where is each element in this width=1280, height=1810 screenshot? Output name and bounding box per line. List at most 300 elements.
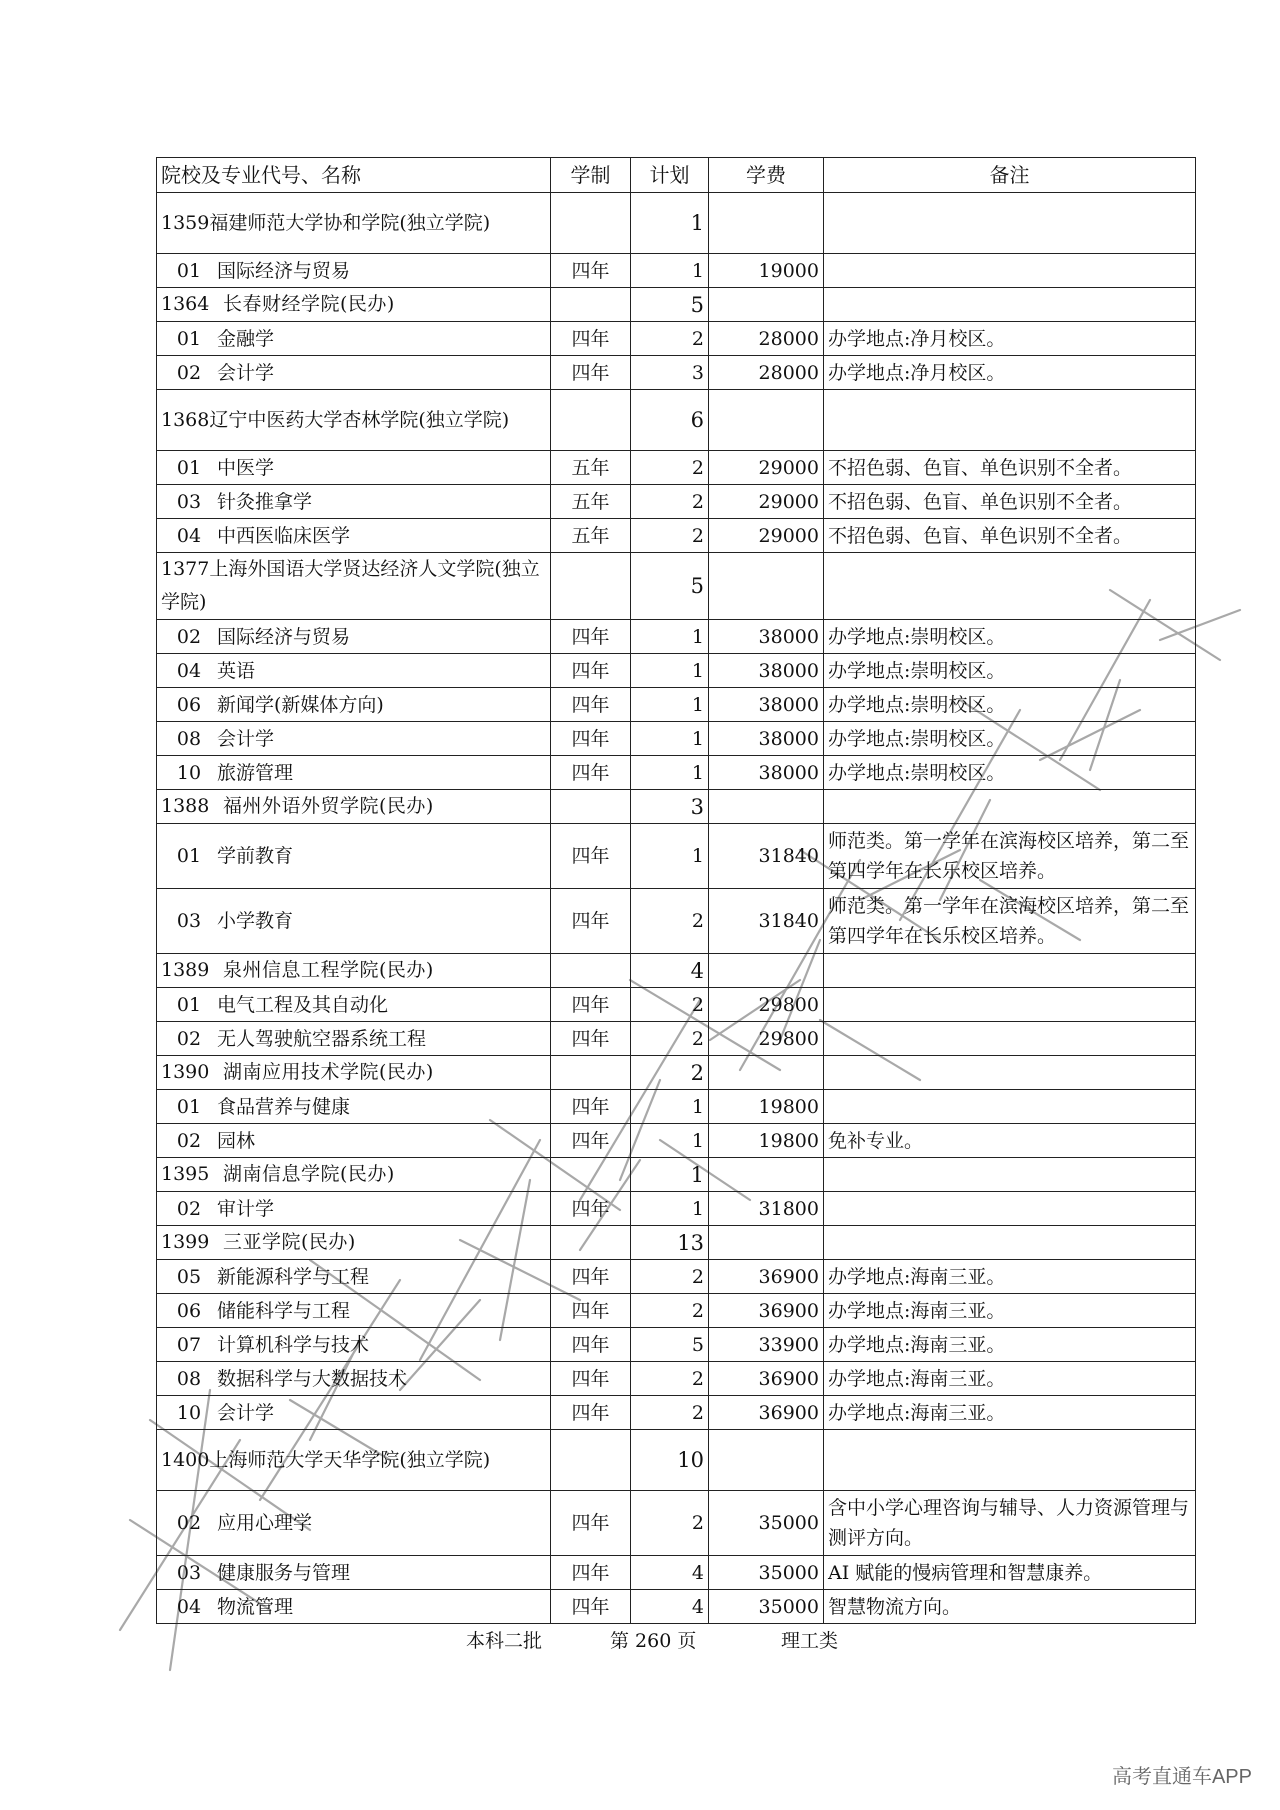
major-name: 计算机科学与技术	[217, 1333, 370, 1356]
major-plan: 3	[631, 356, 709, 390]
major-note	[824, 988, 1196, 1022]
major-code: 01	[176, 1095, 202, 1118]
major-fee: 33900	[709, 1328, 824, 1362]
university-fee	[709, 193, 824, 254]
major-plan: 1	[631, 722, 709, 756]
major-fee: 36900	[709, 1294, 824, 1328]
university-plan: 5	[631, 288, 709, 322]
major-note	[824, 254, 1196, 288]
page-footer	[0, 1626, 1280, 1656]
major-cell	[157, 620, 551, 654]
university-fee	[709, 1056, 824, 1090]
university-plan: 5	[631, 553, 709, 620]
major-code: 06	[176, 1299, 202, 1322]
university-plan: 1	[631, 1158, 709, 1192]
major-name: 小学教育	[217, 910, 294, 932]
major-years: 四年	[551, 824, 631, 889]
major-fee: 38000	[709, 722, 824, 756]
university-plan: 4	[631, 954, 709, 988]
major-code: 03	[176, 910, 202, 932]
university-code: 1364	[161, 293, 210, 315]
major-note: 办学地点:海南三亚。	[824, 1294, 1196, 1328]
major-cell	[157, 254, 551, 288]
header-plan: 计划	[631, 158, 709, 193]
major-note: AI 赋能的慢病管理和智慧康养。	[824, 1556, 1196, 1590]
university-fee	[709, 1226, 824, 1260]
university-code: 1377	[161, 558, 210, 580]
major-code: 05	[176, 1265, 202, 1288]
major-fee: 29800	[709, 988, 824, 1022]
major-fee: 31840	[709, 824, 824, 889]
major-years: 四年	[551, 654, 631, 688]
university-row	[157, 1158, 1196, 1192]
major-name: 学前教育	[217, 845, 294, 867]
university-cell	[157, 790, 551, 824]
header-fee: 学费	[709, 158, 824, 193]
university-years	[551, 1056, 631, 1090]
major-cell	[157, 485, 551, 519]
major-plan: 1	[631, 756, 709, 790]
major-note	[824, 1022, 1196, 1056]
major-code: 03	[176, 1561, 202, 1584]
brand-watermark: 高考直通车APP	[1111, 1766, 1252, 1788]
major-plan: 1	[631, 1124, 709, 1158]
major-years: 四年	[551, 1556, 631, 1590]
university-name: 上海外国语大学贤达经济人文学院(独立学院)	[161, 558, 540, 613]
major-code: 01	[176, 259, 202, 282]
major-cell	[157, 451, 551, 485]
major-years: 四年	[551, 356, 631, 390]
university-cell	[157, 193, 551, 254]
major-years: 四年	[551, 1192, 631, 1226]
major-cell	[157, 1192, 551, 1226]
major-cell	[157, 688, 551, 722]
major-years: 五年	[551, 485, 631, 519]
major-years: 四年	[551, 322, 631, 356]
major-row	[157, 322, 1196, 356]
university-note	[824, 390, 1196, 451]
university-row	[157, 288, 1196, 322]
header-years: 学制	[551, 158, 631, 193]
major-row	[157, 1260, 1196, 1294]
major-years: 四年	[551, 1294, 631, 1328]
major-fee: 29800	[709, 1022, 824, 1056]
major-cell	[157, 889, 551, 954]
major-row	[157, 254, 1196, 288]
major-row	[157, 824, 1196, 889]
major-plan: 2	[631, 1396, 709, 1430]
university-plan: 2	[631, 1056, 709, 1090]
major-code: 02	[176, 361, 202, 384]
major-row	[157, 988, 1196, 1022]
major-row	[157, 722, 1196, 756]
major-years: 四年	[551, 1124, 631, 1158]
major-fee: 35000	[709, 1491, 824, 1556]
major-row	[157, 1491, 1196, 1556]
major-name: 会计学	[217, 361, 275, 384]
major-cell	[157, 756, 551, 790]
major-name: 国际经济与贸易	[217, 259, 351, 282]
major-fee: 36900	[709, 1396, 824, 1430]
major-note: 办学地点:崇明校区。	[824, 620, 1196, 654]
major-name: 无人驾驶航空器系统工程	[217, 1027, 427, 1050]
university-note	[824, 1226, 1196, 1260]
major-name: 新能源科学与工程	[217, 1265, 370, 1288]
major-name: 新闻学(新媒体方向)	[217, 693, 384, 716]
major-cell	[157, 322, 551, 356]
major-note: 办学地点:净月校区。	[824, 356, 1196, 390]
major-note: 师范类。第一学年在滨海校区培养，第二至第四学年在长乐校区培养。	[824, 889, 1196, 954]
major-note: 不招色弱、色盲、单色识别不全者。	[824, 519, 1196, 553]
major-note: 不招色弱、色盲、单色识别不全者。	[824, 485, 1196, 519]
major-row	[157, 1590, 1196, 1624]
university-note	[824, 288, 1196, 322]
table-body	[157, 193, 1196, 1624]
major-cell	[157, 1556, 551, 1590]
major-row	[157, 1556, 1196, 1590]
major-fee: 19800	[709, 1090, 824, 1124]
university-row	[157, 1056, 1196, 1090]
table-header-row	[157, 158, 1196, 193]
university-code: 1388	[161, 795, 210, 817]
major-years: 四年	[551, 1328, 631, 1362]
major-cell	[157, 519, 551, 553]
major-row	[157, 756, 1196, 790]
major-row	[157, 654, 1196, 688]
major-name: 物流管理	[217, 1595, 294, 1618]
footer-batch: 本科二批	[466, 1630, 543, 1652]
major-plan: 2	[631, 1260, 709, 1294]
major-note: 办学地点:海南三亚。	[824, 1328, 1196, 1362]
major-plan: 4	[631, 1590, 709, 1624]
enrollment-plan-table	[156, 157, 1196, 1624]
major-cell	[157, 1022, 551, 1056]
footer-category: 理工类	[781, 1630, 839, 1652]
major-years: 四年	[551, 254, 631, 288]
major-plan: 2	[631, 1294, 709, 1328]
major-plan: 2	[631, 1362, 709, 1396]
university-fee	[709, 288, 824, 322]
major-name: 金融学	[217, 327, 275, 350]
major-name: 食品营养与健康	[217, 1095, 351, 1118]
university-code: 1395	[161, 1163, 210, 1185]
university-name: 上海师范大学天华学院(独立学院)	[209, 1448, 491, 1471]
major-note	[824, 1192, 1196, 1226]
university-plan: 1	[631, 193, 709, 254]
major-cell	[157, 654, 551, 688]
major-fee: 38000	[709, 654, 824, 688]
major-name: 健康服务与管理	[217, 1561, 351, 1584]
university-row	[157, 954, 1196, 988]
major-code: 04	[176, 659, 202, 682]
university-cell	[157, 553, 551, 620]
university-years	[551, 193, 631, 254]
major-cell	[157, 1362, 551, 1396]
major-plan: 2	[631, 451, 709, 485]
major-note: 办学地点:海南三亚。	[824, 1362, 1196, 1396]
university-fee	[709, 1158, 824, 1192]
university-row	[157, 790, 1196, 824]
major-name: 针灸推拿学	[217, 490, 313, 513]
major-plan: 2	[631, 1491, 709, 1556]
major-fee: 36900	[709, 1362, 824, 1396]
major-note: 不招色弱、色盲、单色识别不全者。	[824, 451, 1196, 485]
major-code: 02	[176, 1197, 202, 1220]
major-cell	[157, 1294, 551, 1328]
major-cell	[157, 824, 551, 889]
university-row	[157, 193, 1196, 254]
major-plan: 2	[631, 322, 709, 356]
major-code: 02	[176, 1027, 202, 1050]
major-plan: 4	[631, 1556, 709, 1590]
major-plan: 2	[631, 889, 709, 954]
university-plan: 3	[631, 790, 709, 824]
major-cell	[157, 1396, 551, 1430]
major-code: 04	[176, 524, 202, 547]
major-cell	[157, 356, 551, 390]
major-code: 08	[176, 727, 202, 750]
major-code: 08	[176, 1367, 202, 1390]
university-row	[157, 1226, 1196, 1260]
major-note	[824, 1090, 1196, 1124]
major-name: 英语	[217, 659, 256, 682]
university-note	[824, 1430, 1196, 1491]
major-years: 四年	[551, 1260, 631, 1294]
major-code: 01	[176, 456, 202, 479]
major-row	[157, 889, 1196, 954]
university-name: 福建师范大学协和学院(独立学院)	[209, 211, 491, 234]
major-name: 中医学	[217, 456, 275, 479]
major-fee: 28000	[709, 322, 824, 356]
university-code: 1389	[161, 959, 210, 981]
university-note	[824, 954, 1196, 988]
university-plan: 10	[631, 1430, 709, 1491]
major-note: 办学地点:海南三亚。	[824, 1260, 1196, 1294]
university-name: 福州外语外贸学院(民办)	[223, 795, 434, 817]
university-name: 三亚学院(民办)	[223, 1231, 356, 1253]
major-fee: 31840	[709, 889, 824, 954]
major-row	[157, 1396, 1196, 1430]
university-code: 1400	[161, 1448, 210, 1471]
university-years	[551, 790, 631, 824]
university-cell	[157, 1430, 551, 1491]
major-years: 四年	[551, 722, 631, 756]
major-code: 02	[176, 625, 202, 648]
major-fee: 29000	[709, 451, 824, 485]
major-row	[157, 1090, 1196, 1124]
major-cell	[157, 988, 551, 1022]
header-school-major: 院校及专业代号、名称	[157, 158, 551, 193]
major-code: 10	[176, 761, 202, 784]
major-name: 会计学	[217, 1401, 275, 1424]
major-fee: 29000	[709, 519, 824, 553]
major-row	[157, 451, 1196, 485]
major-cell	[157, 1124, 551, 1158]
major-fee: 35000	[709, 1590, 824, 1624]
university-years	[551, 1158, 631, 1192]
university-name: 泉州信息工程学院(民办)	[223, 959, 434, 981]
major-plan: 5	[631, 1328, 709, 1362]
university-fee	[709, 390, 824, 451]
university-note	[824, 193, 1196, 254]
major-plan: 2	[631, 1022, 709, 1056]
major-plan: 2	[631, 519, 709, 553]
major-years: 四年	[551, 688, 631, 722]
university-years	[551, 1430, 631, 1491]
major-cell	[157, 1328, 551, 1362]
university-years	[551, 553, 631, 620]
university-fee	[709, 553, 824, 620]
major-note: 智慧物流方向。	[824, 1590, 1196, 1624]
university-name: 湖南应用技术学院(民办)	[223, 1061, 434, 1083]
major-note: 办学地点:海南三亚。	[824, 1396, 1196, 1430]
major-note: 含中小学心理咨询与辅导、人力资源管理与测评方向。	[824, 1491, 1196, 1556]
major-fee: 38000	[709, 756, 824, 790]
major-name: 电气工程及其自动化	[217, 993, 389, 1016]
university-name: 辽宁中医药大学杏林学院(独立学院)	[209, 408, 510, 431]
major-plan: 1	[631, 1090, 709, 1124]
major-years: 四年	[551, 1491, 631, 1556]
major-code: 03	[176, 490, 202, 513]
university-cell	[157, 288, 551, 322]
major-plan: 1	[631, 824, 709, 889]
major-cell	[157, 1090, 551, 1124]
major-row	[157, 1192, 1196, 1226]
major-years: 四年	[551, 988, 631, 1022]
major-code: 02	[176, 1512, 202, 1534]
major-cell	[157, 722, 551, 756]
major-name: 会计学	[217, 727, 275, 750]
major-fee: 38000	[709, 688, 824, 722]
university-cell	[157, 1056, 551, 1090]
major-note: 办学地点:净月校区。	[824, 322, 1196, 356]
university-note	[824, 1158, 1196, 1192]
major-plan: 1	[631, 620, 709, 654]
major-plan: 1	[631, 688, 709, 722]
major-years: 四年	[551, 1362, 631, 1396]
major-row	[157, 1124, 1196, 1158]
major-name: 应用心理学	[217, 1512, 313, 1534]
major-note: 办学地点:崇明校区。	[824, 654, 1196, 688]
major-plan: 2	[631, 988, 709, 1022]
major-row	[157, 519, 1196, 553]
major-row	[157, 1362, 1196, 1396]
major-code: 07	[176, 1333, 202, 1356]
university-cell	[157, 1226, 551, 1260]
university-note	[824, 553, 1196, 620]
footer-page-number: 第 260 页	[610, 1630, 697, 1652]
major-plan: 1	[631, 654, 709, 688]
major-years: 四年	[551, 1090, 631, 1124]
major-code: 10	[176, 1401, 202, 1424]
major-name: 审计学	[217, 1197, 275, 1220]
major-row	[157, 688, 1196, 722]
major-years: 四年	[551, 1022, 631, 1056]
major-name: 中西医临床医学	[217, 524, 351, 547]
major-fee: 19800	[709, 1124, 824, 1158]
major-name: 国际经济与贸易	[217, 625, 351, 648]
major-name: 数据科学与大数据技术	[217, 1367, 408, 1390]
major-note: 办学地点:崇明校区。	[824, 688, 1196, 722]
university-fee	[709, 1430, 824, 1491]
university-years	[551, 390, 631, 451]
university-row	[157, 1430, 1196, 1491]
university-cell	[157, 390, 551, 451]
major-cell	[157, 1590, 551, 1624]
major-row	[157, 485, 1196, 519]
major-row	[157, 1328, 1196, 1362]
university-code: 1390	[161, 1061, 210, 1083]
major-years: 四年	[551, 1590, 631, 1624]
major-plan: 1	[631, 1192, 709, 1226]
major-code: 06	[176, 693, 202, 716]
major-years: 四年	[551, 756, 631, 790]
university-row	[157, 553, 1196, 620]
major-years: 五年	[551, 451, 631, 485]
major-code: 04	[176, 1595, 202, 1618]
major-code: 01	[176, 327, 202, 350]
university-note	[824, 790, 1196, 824]
major-fee: 31800	[709, 1192, 824, 1226]
university-name: 长春财经学院(民办)	[223, 293, 395, 315]
major-code: 01	[176, 993, 202, 1016]
header-note: 备注	[824, 158, 1196, 193]
major-fee: 28000	[709, 356, 824, 390]
university-cell	[157, 1158, 551, 1192]
major-note: 免补专业。	[824, 1124, 1196, 1158]
university-years	[551, 1226, 631, 1260]
university-code: 1359	[161, 211, 210, 234]
university-row	[157, 390, 1196, 451]
major-name: 旅游管理	[217, 761, 294, 784]
major-note: 办学地点:崇明校区。	[824, 756, 1196, 790]
major-fee: 35000	[709, 1556, 824, 1590]
major-years: 四年	[551, 889, 631, 954]
major-code: 02	[176, 1129, 202, 1152]
university-fee	[709, 954, 824, 988]
university-years	[551, 954, 631, 988]
major-fee: 29000	[709, 485, 824, 519]
major-cell	[157, 1260, 551, 1294]
major-fee: 38000	[709, 620, 824, 654]
university-code: 1399	[161, 1231, 210, 1253]
university-years	[551, 288, 631, 322]
major-years: 五年	[551, 519, 631, 553]
major-note: 师范类。第一学年在滨海校区培养，第二至第四学年在长乐校区培养。	[824, 824, 1196, 889]
major-row	[157, 1022, 1196, 1056]
major-fee: 19000	[709, 254, 824, 288]
major-plan: 2	[631, 485, 709, 519]
major-years: 四年	[551, 620, 631, 654]
major-row	[157, 620, 1196, 654]
university-fee	[709, 790, 824, 824]
major-fee: 36900	[709, 1260, 824, 1294]
major-cell	[157, 1491, 551, 1556]
major-code: 01	[176, 845, 202, 867]
major-plan: 1	[631, 254, 709, 288]
major-row	[157, 1294, 1196, 1328]
university-plan: 6	[631, 390, 709, 451]
university-plan: 13	[631, 1226, 709, 1260]
major-name: 储能科学与工程	[217, 1299, 351, 1322]
major-name: 园林	[217, 1129, 256, 1152]
university-name: 湖南信息学院(民办)	[223, 1163, 395, 1185]
university-note	[824, 1056, 1196, 1090]
major-note: 办学地点:崇明校区。	[824, 722, 1196, 756]
major-years: 四年	[551, 1396, 631, 1430]
major-row	[157, 356, 1196, 390]
university-code: 1368	[161, 408, 210, 431]
